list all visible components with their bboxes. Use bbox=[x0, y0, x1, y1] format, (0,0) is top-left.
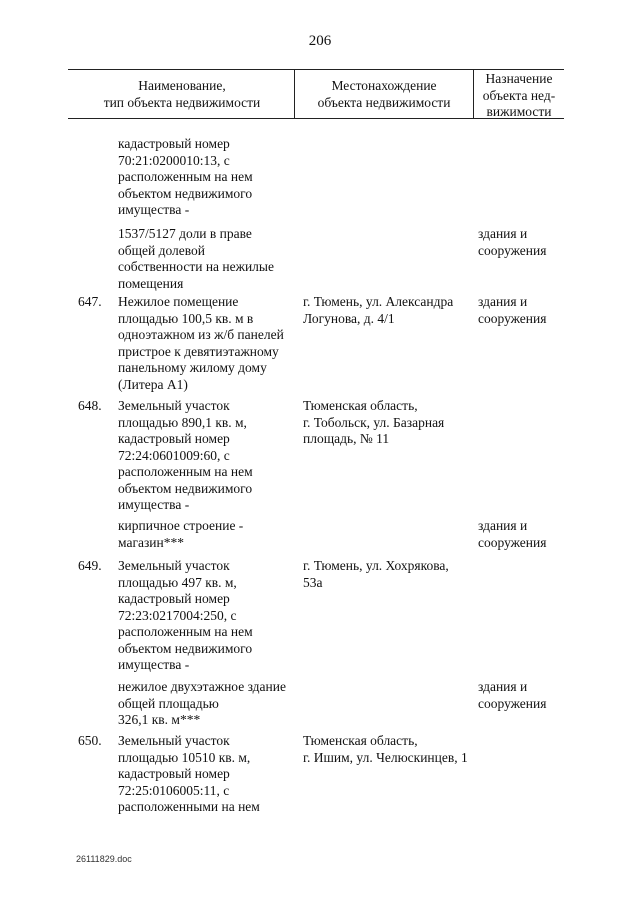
document-filename: 26111829.doc bbox=[76, 854, 132, 864]
header-location: Местонахождение объекта недвижимости bbox=[317, 78, 451, 110]
row-649-number: 649. bbox=[78, 558, 102, 573]
row-649-name: Земельный участок площадью 497 кв. м, кадастровый номер 72:23:0217004:250, с расположенным на нем объектом недвижимого имущества - bbox=[118, 558, 253, 672]
row-649b-purpose: здания и сооружения bbox=[478, 679, 547, 711]
header-name-type: Наименование, тип объекта недвижимости bbox=[103, 78, 261, 110]
row-647-number: 647. bbox=[78, 294, 102, 309]
row-650-name: Земельный участок площадью 10510 кв. м, кадастровый номер 72:25:0106005:11, с расположенными на нем bbox=[118, 733, 260, 814]
table-header-divider-1 bbox=[294, 69, 295, 119]
table-header-top-rule bbox=[68, 69, 564, 70]
row-649-location: г. Тюмень, ул. Хохрякова, 53а bbox=[303, 558, 449, 590]
row-647-purpose: здания и сооружения bbox=[478, 294, 547, 326]
row-650-location: Тюменская область, г. Ишим, ул. Челюскинцев, 1 bbox=[303, 733, 468, 765]
row-647-name: Нежилое помещение площадью 100,5 кв. м в одноэтажном из ж/б панелей пристрое к девятиэтажному панельному жилому дому (Литера А1) bbox=[118, 294, 284, 392]
row-1-name: 1537/5127 доли в праве общей долевой собственности на нежилые помещения bbox=[118, 226, 274, 291]
header-purpose: Назначение объекта нед- вижимости bbox=[482, 71, 556, 119]
row-650-number: 650. bbox=[78, 733, 102, 748]
row-648-location: Тюменская область, г. Тобольск, ул. Базарная площадь, № 11 bbox=[303, 398, 445, 446]
row-648-number: 648. bbox=[78, 398, 102, 413]
row-649b-name: нежилое двухэтажное здание общей площадью 326,1 кв. м*** bbox=[118, 679, 286, 727]
row-648b-name: кирпичное строение - магазин*** bbox=[118, 518, 244, 550]
row-0-name: кадастровый номер 70:21:0200010:13, с расположенным на нем объектом недвижимого имущества - bbox=[118, 136, 253, 217]
row-1-purpose: здания и сооружения bbox=[478, 226, 547, 258]
row-648b-purpose: здания и сооружения bbox=[478, 518, 547, 550]
row-648-name: Земельный участок площадью 890,1 кв. м, кадастровый номер 72:24:0601009:60, с расположенным на нем объектом недвижимого имущества - bbox=[118, 398, 253, 512]
row-647-location: г. Тюмень, ул. Александра Логунова, д. 4/1 bbox=[303, 294, 454, 326]
page-number: 206 bbox=[308, 33, 332, 49]
